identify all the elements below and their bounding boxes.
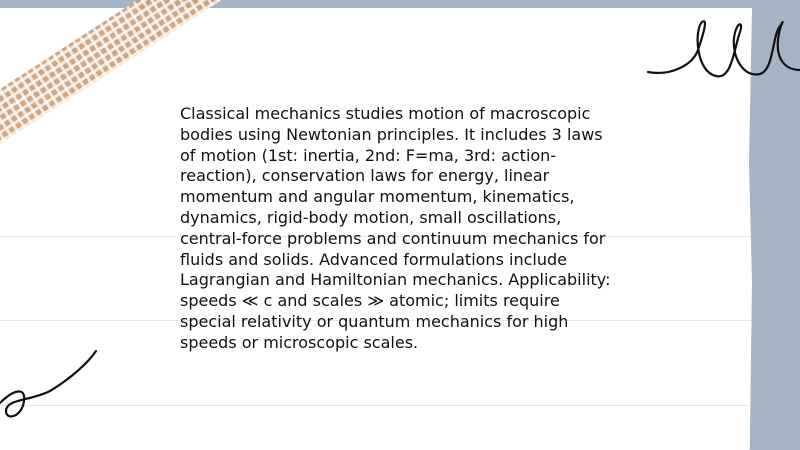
loop-doodle-bottom-left — [0, 345, 110, 435]
loop-doodle-top-right — [640, 10, 800, 90]
paper-rule-line — [0, 405, 752, 406]
body-paragraph: Classical mechanics studies motion of macroscopic bodies using Newtonian principles. It includes 3 laws of motion (1st: inertia, 2nd: F=ma, 3rd: action- reaction), conservation laws for energy, linear momentum and angular momentum, kinematics, dynamics, rigid-body motion, small oscillations, central-force problems and continuum mechanics for fluids and solids. Advanced formulations include Lagrangian and Hamiltonian mechanics. Applicability: speeds ≪ c and scales ≫ atomic; limits require special relativity or quantum mechanics for high speeds or microscopic scales. — [180, 104, 611, 352]
